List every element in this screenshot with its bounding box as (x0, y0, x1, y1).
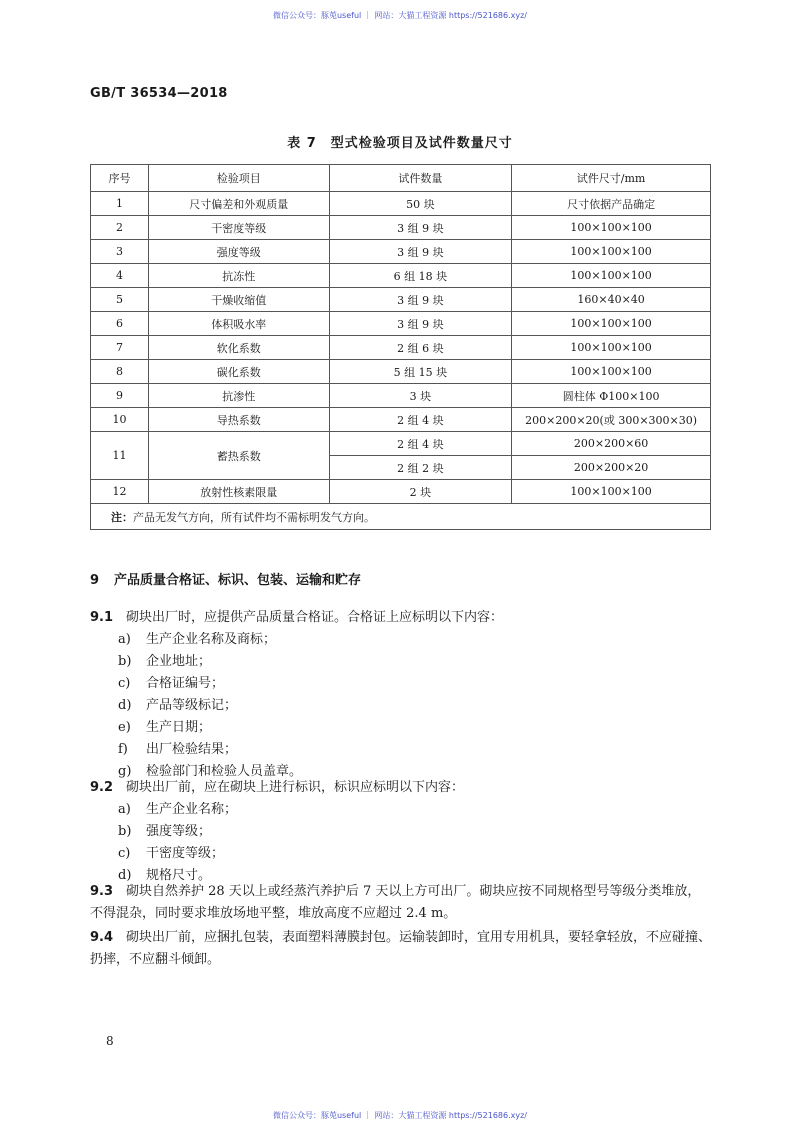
row-qty: 2 组 6 块 (329, 336, 512, 360)
table-title: 表 7 型式检验项目及试件数量尺寸 (287, 136, 513, 151)
row-item: 干燥收缩值 (148, 288, 329, 312)
row-qty: 3 组 9 块 (329, 216, 512, 240)
row-size: 160×40×40 (512, 288, 711, 312)
clause-9-1-number: 9.1 (90, 610, 114, 625)
table-row (91, 240, 711, 264)
column-header-qty: 试件数量 (329, 165, 512, 192)
row-size: 200×200×20(或 300×300×30) (512, 408, 711, 432)
clause-9-1 (90, 607, 712, 629)
list-item-text: 生产日期； (146, 720, 212, 735)
clause-9-2-number: 9.2 (90, 780, 114, 795)
row-size: 200×200×20 (512, 456, 711, 480)
list-item-mark: g) (118, 764, 132, 779)
list-item-text: 检验部门和检验人员盖章。 (146, 764, 303, 779)
clause-9-2-text: 砌块出厂前，应在砌块上进行标识，标识应标明以下内容： (126, 780, 465, 795)
row-item: 抗渗性 (148, 384, 329, 408)
table-row (91, 360, 711, 384)
row-size: 100×100×100 (512, 264, 711, 288)
row-no: 6 (91, 312, 149, 336)
list-item-mark: c) (118, 846, 131, 861)
row-size: 200×200×60 (512, 432, 711, 456)
section-9-heading (90, 569, 361, 588)
list-item (118, 843, 237, 865)
row-size: 100×100×100 (512, 312, 711, 336)
list-item (118, 799, 237, 821)
list-item (118, 695, 302, 717)
list-item-text: 生产企业名称； (146, 802, 238, 817)
table-note-text: 产品无发气方向，所有试件均不需标明发气方向。 (133, 510, 375, 524)
row-qty: 2 组 4 块 (329, 408, 512, 432)
list-item-mark: b) (118, 824, 132, 839)
list-item-mark: b) (118, 654, 132, 669)
column-header-size: 试件尺寸/mm (512, 165, 711, 192)
column-header-no: 序号 (91, 165, 149, 192)
list-item (118, 717, 302, 739)
clause-9-1-text: 砌块出厂时，应提供产品质量合格证。合格证上应标明以下内容： (126, 610, 504, 625)
row-qty: 5 组 15 块 (329, 360, 512, 384)
row-item: 抗冻性 (148, 264, 329, 288)
watermark-top: 微信公众号：豚莵useful ｜ 网站：大猫工程资源 https://521686.xyz/ (272, 11, 528, 20)
row-qty: 2 组 4 块 (329, 432, 512, 456)
row-size: 100×100×100 (512, 336, 711, 360)
row-no: 4 (91, 264, 149, 288)
row-no: 7 (91, 336, 149, 360)
row-item: 干密度等级 (148, 216, 329, 240)
clause-9-3-text: 砌块自然养护 28 天以上或经蒸汽养护后 7 天以上方可出厂。砌块应按不同规格型号等级分类堆放，不得混杂，同时要求堆放场地平整，堆放高度不应超过 2.4 m。 (90, 884, 701, 921)
column-header-item: 检验项目 (148, 165, 329, 192)
row-no: 11 (91, 432, 149, 480)
list-item-mark: a) (118, 632, 131, 647)
list-item (118, 739, 302, 761)
row-qty: 3 组 9 块 (329, 312, 512, 336)
row-item: 尺寸偏差和外观质量 (148, 192, 329, 216)
clause-9-3-number: 9.3 (90, 884, 114, 899)
row-qty: 3 组 9 块 (329, 240, 512, 264)
table-row (91, 384, 711, 408)
list-item-text: 合格证编号； (146, 676, 225, 691)
list-item-mark: f) (118, 742, 128, 757)
list-item-mark: e) (118, 720, 131, 735)
row-qty: 2 块 (329, 480, 512, 504)
list-item-text: 强度等级； (146, 824, 212, 839)
row-qty: 3 组 9 块 (329, 288, 512, 312)
row-size: 100×100×100 (512, 480, 711, 504)
list-item (118, 629, 302, 651)
standard-code: GB/T 36534—2018 (90, 86, 228, 101)
row-item: 强度等级 (148, 240, 329, 264)
section-9-title: 产品质量合格证、标识、包装、运输和贮存 (114, 573, 362, 588)
row-no: 8 (91, 360, 149, 384)
row-item: 放射性核素限量 (148, 480, 329, 504)
table-row (91, 264, 711, 288)
row-item: 蓄热系数 (148, 432, 329, 480)
table-note-row (91, 504, 711, 530)
list-item-text: 规格尺寸。 (146, 868, 212, 883)
list-item-text: 生产企业名称及商标； (146, 632, 277, 647)
row-no: 3 (91, 240, 149, 264)
row-no: 9 (91, 384, 149, 408)
page-number: 8 (106, 1034, 114, 1048)
clause-9-2-list (118, 799, 237, 887)
table-note-label: 注： (111, 510, 133, 524)
list-item-text: 干密度等级； (146, 846, 225, 861)
table-row (91, 312, 711, 336)
clause-9-4 (90, 927, 712, 971)
watermark-bottom: 微信公众号：豚莵useful ｜ 网站：大猫工程资源 https://521686.xyz/ (272, 1111, 528, 1120)
section-9-number: 9 (90, 573, 100, 588)
list-item (118, 651, 302, 673)
list-item-mark: d) (118, 698, 132, 713)
row-size: 100×100×100 (512, 216, 711, 240)
clause-9-4-text: 砌块出厂前，应捆扎包装，表面塑料薄膜封包。运输装卸时，宜用专用机具，要轻拿轻放，不应碰撞、扔摔，不应翻斗倾卸。 (90, 930, 712, 967)
list-item (118, 821, 237, 843)
row-no: 1 (91, 192, 149, 216)
table-row (91, 336, 711, 360)
clause-9-4-number: 9.4 (90, 930, 114, 945)
row-qty: 2 组 2 块 (329, 456, 512, 480)
row-no: 10 (91, 408, 149, 432)
row-size: 100×100×100 (512, 240, 711, 264)
row-qty: 6 组 18 块 (329, 264, 512, 288)
row-item: 软化系数 (148, 336, 329, 360)
list-item-text: 企业地址； (146, 654, 212, 669)
row-size: 圆柱体 Φ100×100 (512, 384, 711, 408)
row-no: 5 (91, 288, 149, 312)
row-item: 体积吸水率 (148, 312, 329, 336)
clause-9-2 (90, 777, 712, 799)
table-row (91, 480, 711, 504)
list-item-text: 出厂检验结果； (146, 742, 238, 757)
inspection-table (90, 164, 711, 530)
row-size: 100×100×100 (512, 360, 711, 384)
table-header-row (91, 165, 711, 192)
row-qty: 3 块 (329, 384, 512, 408)
row-item: 碳化系数 (148, 360, 329, 384)
row-size: 尺寸依据产品确定 (512, 192, 711, 216)
row-item: 导热系数 (148, 408, 329, 432)
table-row (91, 216, 711, 240)
clause-9-3 (90, 881, 712, 925)
table-row (91, 408, 711, 432)
row-no: 2 (91, 216, 149, 240)
list-item-mark: d) (118, 868, 132, 883)
list-item (118, 673, 302, 695)
row-no: 12 (91, 480, 149, 504)
table-note (91, 504, 711, 530)
list-item-mark: a) (118, 802, 131, 817)
list-item-text: 产品等级标记； (146, 698, 238, 713)
table-row (91, 288, 711, 312)
clause-9-1-list (118, 629, 302, 783)
table-row (91, 192, 711, 216)
table-row (91, 432, 711, 456)
list-item-mark: c) (118, 676, 131, 691)
row-qty: 50 块 (329, 192, 512, 216)
